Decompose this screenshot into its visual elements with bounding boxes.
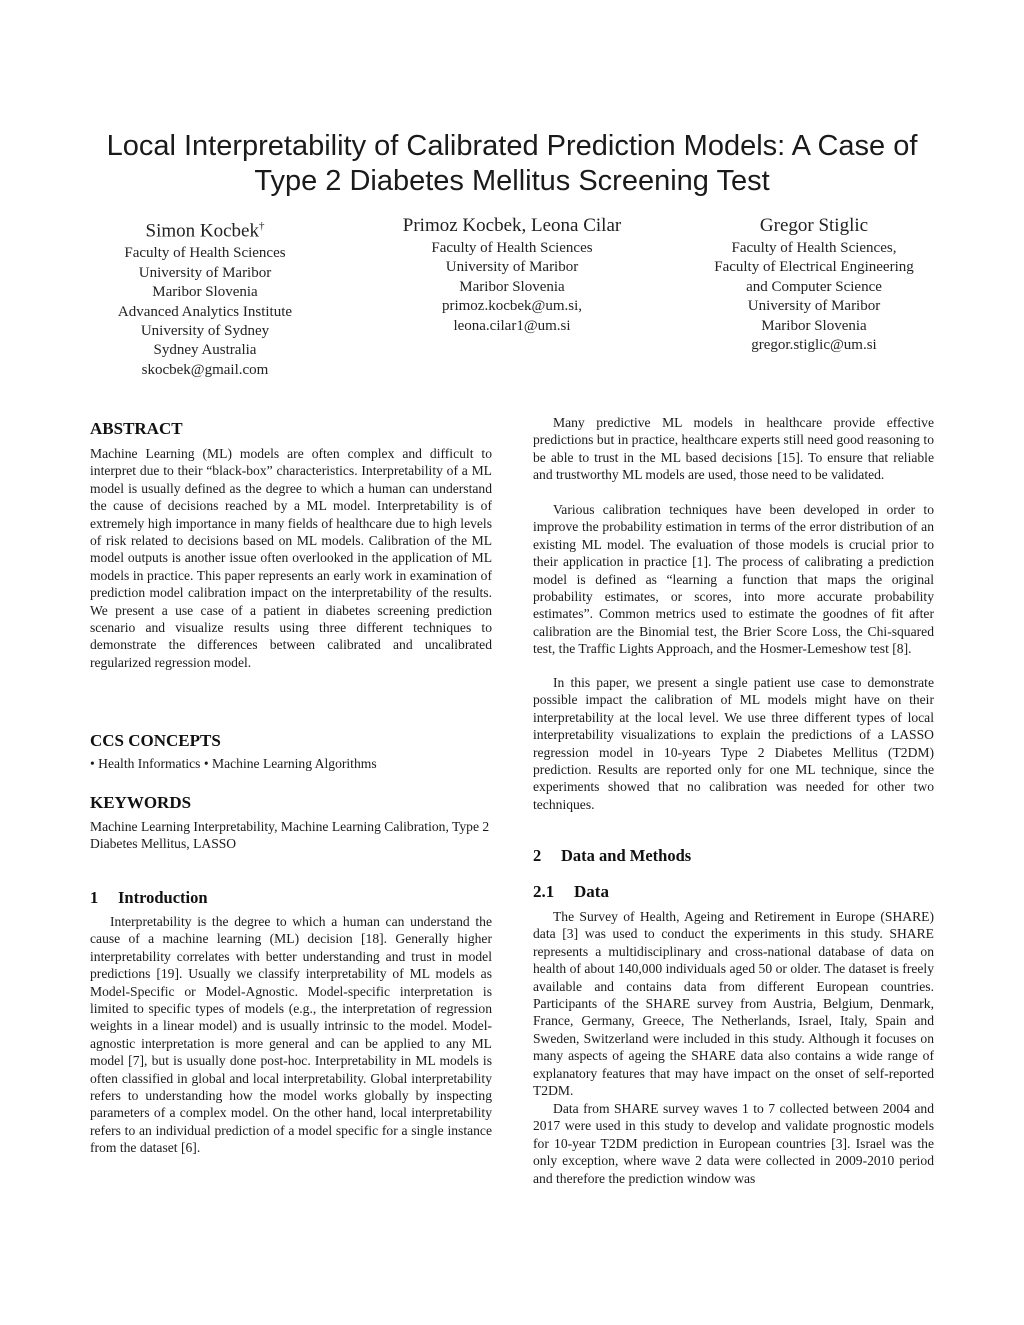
affiliation-line: Faculty of Health Sciences, xyxy=(731,240,897,256)
title-line-1: Local Interpretability of Calibrated Prediction Models: A Case of xyxy=(106,130,918,162)
paper-title xyxy=(60,129,964,199)
introduction-heading xyxy=(90,887,208,908)
author-name: Primoz Kocbek, Leona Cilar xyxy=(402,215,622,236)
abstract-text: Machine Learning (ML) models are often complex and difficult to interpret due to their “black-box” characteristics. Interpretability of a ML model is usually defined as the degree to which a human can understand the cause of decisions reached by a ML model. Interpretability is of extremely high importance in many fields of healthcare due to high levels of risk related to decisions based on ML models. Calibration of the ML model outputs is another issue often overlooked in the application of ML models in practice. This paper represents an early work in examination of prediction model calibration impact on the interpretability of the results. We present a use case of a patient in diabetes screening prediction scenario and visualize results using three different techniques to demonstrate the differences between calibrated and uncalibrated regularized regression model. xyxy=(90,446,492,670)
right-paragraph-1: Many predictive ML models in healthcare provide effective predictions but in practice, healthcare experts still need good reasoning to be able to trust in the ML based decisions [15]. To ensure that reliable and trustworthy ML models are used, those need to be validated. xyxy=(533,415,934,483)
section-title: Data and Methods xyxy=(561,846,692,865)
affiliation-line: Faculty of Health Sciences xyxy=(124,245,286,262)
author-block-3 xyxy=(692,214,936,355)
affiliation-line: Maribor Slovenia xyxy=(152,284,258,301)
affiliation-line: University of Maribor xyxy=(445,259,579,276)
subsection-number: 2.1 xyxy=(533,882,555,901)
affiliation-line: Maribor Slovenia xyxy=(459,278,565,295)
data-paragraph-1: The Survey of Health, Ageing and Retirement in Europe (SHARE) data [3] was used to conduct the experiments in this study. SHARE represents a multidisciplinary and cross-national database of data on health of about 140,000 individuals aged 50 or older. The dataset is freely available and contains data from different European countries. Participants of the SHARE survey from Austria, Belgium, Denmark, France, Germany, Greece, The Netherlands, Israel, Italy, Spain and Sweden, Switzerland were included in this study. Although it focuses on many aspects of ageing the SHARE data also contains a wide range of explanatory features that may have impact on the onset of self-reported T2DM. xyxy=(533,909,934,1099)
right-paragraph-3: In this paper, we present a single patient use case to demonstrate possible impact the calibration of ML models might have on their interpretability at the local level. We use three different types of local interpretability visualizations to explain the predictions of a LASSO regression model in 10-years Type 2 Diabetes Mellitus (T2DM) prediction. Results are reported only for one ML technique, since the experiments showed that no calibration was needed for other two techniques. xyxy=(533,675,934,812)
affiliation-line: Faculty of Health Sciences xyxy=(431,240,593,256)
data-paragraph-2: Data from SHARE survey waves 1 to 7 collected between 2004 and 2017 were used in this study to develop and validate prognostic models for 10-year T2DM prediction in European countries [3]. Israel was the only exception, where wave 2 data were collected in 2009-2010 period and therefore the prediction window was xyxy=(533,1101,934,1186)
ccs-concepts-heading: CCS CONCEPTS xyxy=(90,731,221,750)
affiliation-line: and Computer Science xyxy=(746,278,882,295)
author-email: primoz.kocbek@um.si, xyxy=(441,298,583,315)
dagger-mark: † xyxy=(258,220,265,232)
ccs-concepts-text: • Health Informatics • Machine Learning Algorithms xyxy=(90,756,377,771)
subsection-title: Data xyxy=(574,882,609,901)
author-name: Simon Kocbek† xyxy=(145,220,265,242)
data-and-methods-heading xyxy=(533,845,691,866)
author-block-1 xyxy=(90,214,320,380)
author-name: Gregor Stiglic xyxy=(759,215,869,236)
affiliation-line: University of Maribor xyxy=(138,264,272,281)
keywords-heading: KEYWORDS xyxy=(90,793,192,812)
affiliation-line: Advanced Analytics Institute xyxy=(117,303,293,320)
author-email: skocbek@gmail.com xyxy=(141,361,269,378)
author-email: gregor.stiglic@um.si xyxy=(751,337,877,354)
section-title: Introduction xyxy=(118,888,208,907)
title-line-2: Type 2 Diabetes Mellitus Screening Test xyxy=(254,165,770,197)
affiliation-line: Sydney Australia xyxy=(153,342,257,359)
author-block-2 xyxy=(387,214,637,336)
section-number: 1 xyxy=(90,888,99,907)
section-number: 2 xyxy=(533,846,542,865)
affiliation-line: University of Sydney xyxy=(140,322,270,339)
data-subsection-heading xyxy=(533,881,609,902)
introduction-text: Interpretability is the degree to which a human can understand the cause of a machine learning (ML) decision [18]. Generally higher interpretability correlates with better understanding and trust in model predictions [19]. Usually we classify interpretability of ML models as Model-Specific or Model-Agnostic. Model-specific interpretation is limited to specific types of models (e.g., the interpretation of regression weights in a linear model) and is usually intrinsic to the model. Model-agnostic interpretation is more general and can be applied to any ML model [7], but is usually done post-hoc. Interpretability in ML models is often classified in global and local interpretability. Global interpretability refers to understanding how the model works globally by inspecting parameters of a complex model. On the other hand, local interpretability refers to an individual prediction of a model specific for a single instance from the dataset [6]. xyxy=(90,914,492,1156)
right-paragraph-2: Various calibration techniques have been developed in order to improve the probability estimation in terms of the error distribution of an existing ML model. The evaluation of those models is crucial prior to their application in practice [1]. The process of calibrating a prediction model is defined as “learning a function that maps the original probability estimates, or scores, into more accurate probability estimates”. Common metrics used to estimate the goodnes of fit after calibration are the Binomial test, the Brier Score Loss, the Chi-squared test, the Traffic Lights Approach, and the Hosmer-Lemeshow test [8]. xyxy=(533,502,934,657)
abstract-heading: ABSTRACT xyxy=(90,419,183,438)
author-email: leona.cilar1@um.si xyxy=(453,317,571,334)
affiliation-line: Maribor Slovenia xyxy=(761,317,867,334)
affiliation-line: Faculty of Electrical Engineering xyxy=(714,259,914,276)
affiliation-line: University of Maribor xyxy=(747,298,881,315)
keywords-text: Machine Learning Interpretability, Machine Learning Calibration, Type 2 Diabetes Mellitus, LASSO xyxy=(90,819,490,852)
